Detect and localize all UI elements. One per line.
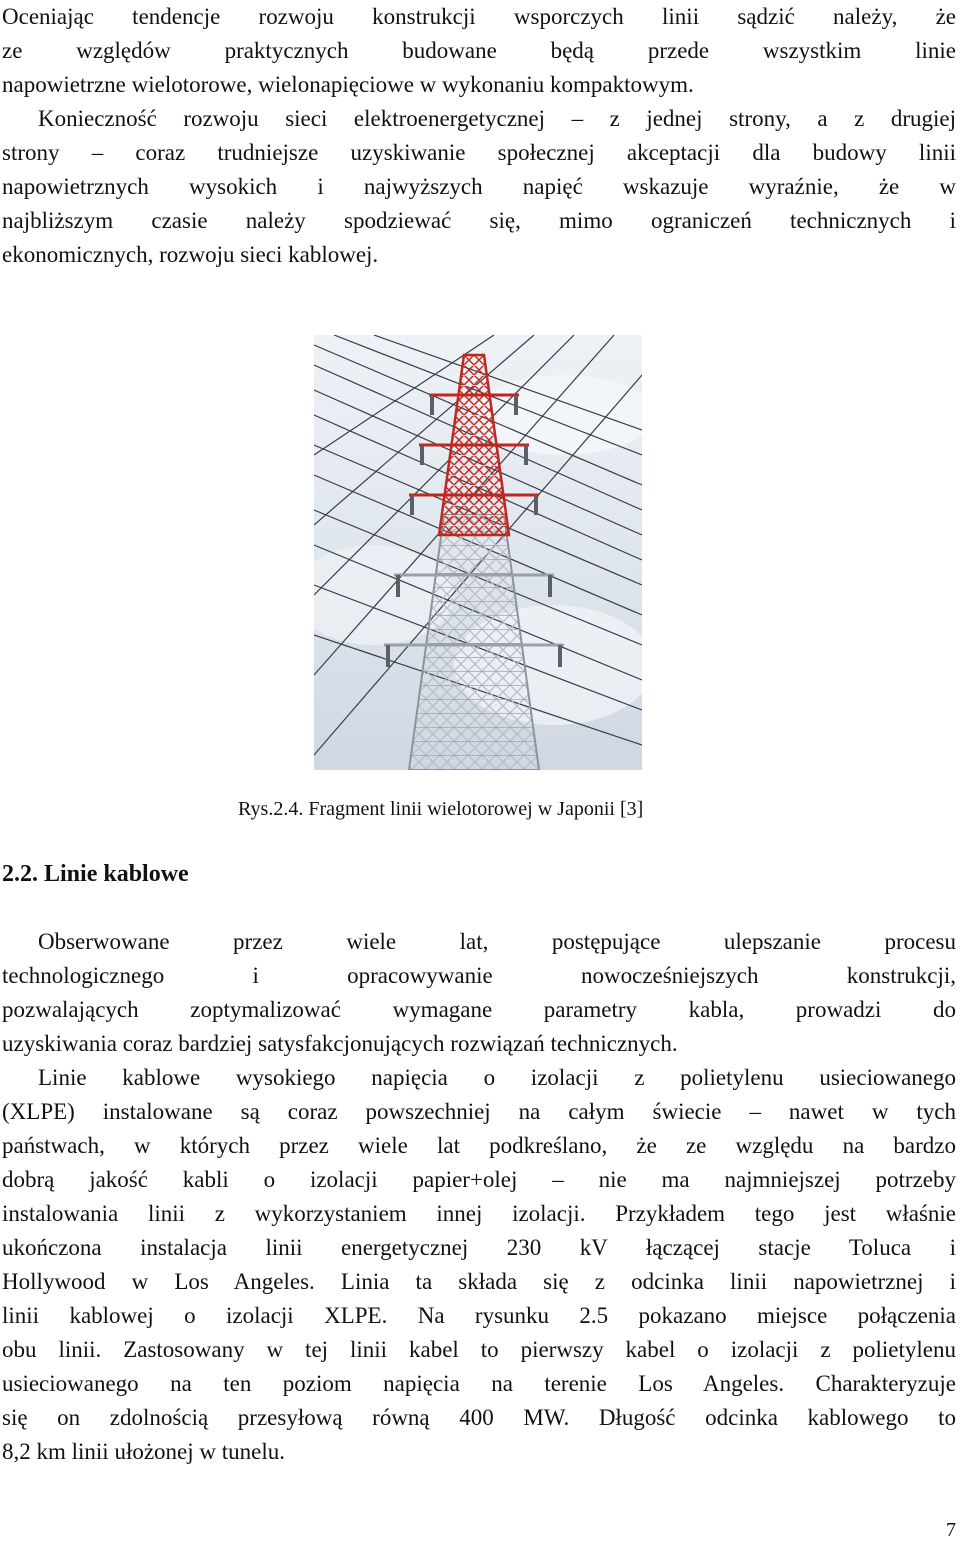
section-heading: 2.2. Linie kablowe xyxy=(2,861,189,887)
page-number: 7 xyxy=(946,1519,956,1541)
text-line: najbliższym czasie należy spodziewać się, mimo ograniczeń technicznych i xyxy=(2,208,956,233)
text-line: dobrą jakość kabli o izolacji papier+olej – nie ma najmniejszej potrzeby xyxy=(2,1167,956,1192)
text-line: instalowania linii z wykorzystaniem innej izolacji. Przykładem tego jest właśnie xyxy=(2,1201,956,1226)
text-line: Oceniając tendencje rozwoju konstrukcji wsporczych linii sądzić należy, że xyxy=(2,4,956,29)
text-line: Hollywood w Los Angeles. Linia ta składa się z odcinka linii napowietrznej i xyxy=(2,1269,956,1294)
text-line: linii kablowej o izolacji XLPE. Na rysunku 2.5 pokazano miejsce połączenia xyxy=(2,1303,956,1328)
text-line: usieciowanego na ten poziom napięcia na terenie Los Angeles. Charakteryzuje xyxy=(2,1371,956,1396)
text-line: napowietrznych wysokich i najwyższych napięć wskazuje wyraźnie, że w xyxy=(2,174,956,199)
text-line: pozwalających zoptymalizować wymagane parametry kabla, prowadzi do xyxy=(2,997,956,1022)
text-line: ze względów praktycznych budowane będą przede wszystkim linie xyxy=(2,38,956,63)
text-line: państwach, w których przez wiele lat podkreślano, że ze względu na bardzo xyxy=(2,1133,956,1158)
paragraph-2 xyxy=(2,925,956,1469)
text-line: technologicznego i opracowywanie nowocześniejszych konstrukcji, xyxy=(2,963,956,988)
text-line: ekonomicznych, rozwoju sieci kablowej. xyxy=(2,242,379,267)
tower-photo xyxy=(314,335,642,770)
text-line: Linie kablowe wysokiego napięcia o izolacji z polietylenu usieciowanego xyxy=(38,1065,956,1090)
text-line: ukończona instalacja linii energetycznej 230 kV łączącej stacje Toluca i xyxy=(2,1235,956,1260)
text-line: Obserwowane przez wiele lat, postępujące ulepszanie procesu xyxy=(38,929,956,954)
transmission-tower-illustration xyxy=(314,335,642,770)
text-line: strony – coraz trudniejsze uzyskiwanie społecznej akceptacji dla budowy linii xyxy=(2,140,956,165)
figure-caption: Rys.2.4. Fragment linii wielotorowej w Japonii [3] xyxy=(238,798,644,820)
text-line: (XLPE) instalowane są coraz powszechniej na całym świecie – nawet w tych xyxy=(2,1099,956,1124)
text-line: się on zdolnością przesyłową równą 400 MW. Długość odcinka kablowego to xyxy=(2,1405,956,1430)
text-line: napowietrzne wielotorowe, wielonapięciowe w wykonaniu kompaktowym. xyxy=(2,72,694,97)
text-line: uzyskiwania coraz bardziej satysfakcjonujących rozwiązań technicznych. xyxy=(2,1031,678,1056)
paragraph-1 xyxy=(2,0,956,272)
text-line: obu linii. Zastosowany w tej linii kabel to pierwszy kabel o izolacji z polietylenu xyxy=(2,1337,956,1362)
text-line: 8,2 km linii ułożonej w tunelu. xyxy=(2,1439,285,1464)
text-line: Konieczność rozwoju sieci elektroenergetycznej – z jednej strony, a z drugiej xyxy=(38,106,956,131)
